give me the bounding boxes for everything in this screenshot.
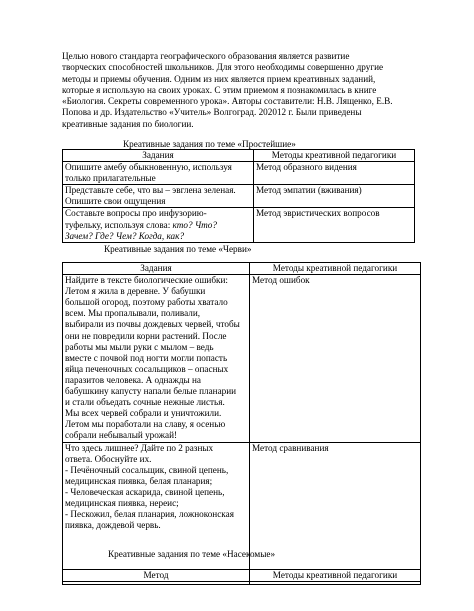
section2-caption: Креативные задания по теме «Черви» [104, 244, 252, 254]
task-cell: Представьте себе, что вы – эвглена зеленая. Опишите свои ощущения [63, 185, 254, 208]
method-cell: Метод эвристических вопросов [254, 208, 415, 242]
column-header-methods: Методы креативной педагогики [250, 570, 421, 582]
table-row [63, 442, 421, 584]
section3-caption: Креативные задания по теме «Насекомые» [108, 549, 276, 559]
table-row [63, 208, 415, 242]
section3-table [62, 569, 421, 582]
section1-caption: Креативные задания по теме «Простейшие» [123, 139, 296, 149]
table-header-row [63, 263, 421, 275]
method-cell: Метод ошибок [250, 275, 421, 442]
table-row [63, 275, 421, 442]
column-header-method: Метод [63, 570, 250, 582]
task-text: Составьте вопросы про инфузорию- туфельку, используя слова: [65, 208, 207, 230]
column-header-tasks: Задания [63, 150, 254, 162]
section2-table [62, 262, 421, 585]
table-row [63, 162, 415, 185]
method-cell: Метод эмпатии (вживания) [254, 185, 415, 208]
column-header-methods: Методы креативной педагогики [250, 263, 421, 275]
table-row [63, 185, 415, 208]
task-cell: Что здесь лишнее? Дайте по 2 разных ответа. Обоснуйте их. - Печёночный сосальщик, свиной цепень, медицинская пиявка, белая планария; - Человеческая аскарида, свиной цепень, медицинская пиявка, нереис; - Пескожил, белая планария, ложноконская пиявка, дождевой червь. [63, 442, 250, 584]
method-cell: Метод сравнивания [250, 442, 421, 584]
task-cell: Опишите амебу обыкновенную, используя только прилагательные [63, 162, 254, 185]
column-header-tasks: Задания [63, 263, 250, 275]
table-header-row [63, 150, 415, 162]
task-italic-text: кто? Что? Зачем? Где? Чем? Когда, как? [65, 219, 217, 241]
intro-paragraph: Целью нового стандарта географического образования является развитие творческих способностей школьников. Для этого необходимы совершенно другие методы и приемы обучения. Одним из них является прием креативных заданий, которые я использую на своих уроках. С этим приемом я познакомилась в книге «Биология. Секреты современного урока». Авторы составители: Н.В. Лященко, Е.В. Попова и др. Издательство «Учитель» Волгоград. 202012 г. Были приведены креативные задания по биологии. [62, 51, 393, 129]
section1-table [62, 149, 415, 243]
column-header-methods: Методы креативной педагогики [254, 150, 415, 162]
task-cell: Найдите в тексте биологические ошибки: Летом я жила в деревне. У бабушки большой огород, поэтому работы хватало всем. Мы пропалывали, поливали, выбирали из почвы дождевых червей, чтобы они не повредили корни растений. После работы мы мыли руки с мылом – ведь вместе с почвой под ногти могли попасть яйца печеночных сосальщиков – опасных паразитов человека. А однажды на бабушкину капусту напали белые планарии и стали объедать сочные нежные листья. Мы всех червей собрали и уничтожили. Летом мы поработали на славу, я осенью собрали небывалый урожай! [63, 275, 250, 442]
method-cell: Метод образного видения [254, 162, 415, 185]
table-header-row [63, 570, 421, 582]
task-cell [63, 208, 254, 242]
